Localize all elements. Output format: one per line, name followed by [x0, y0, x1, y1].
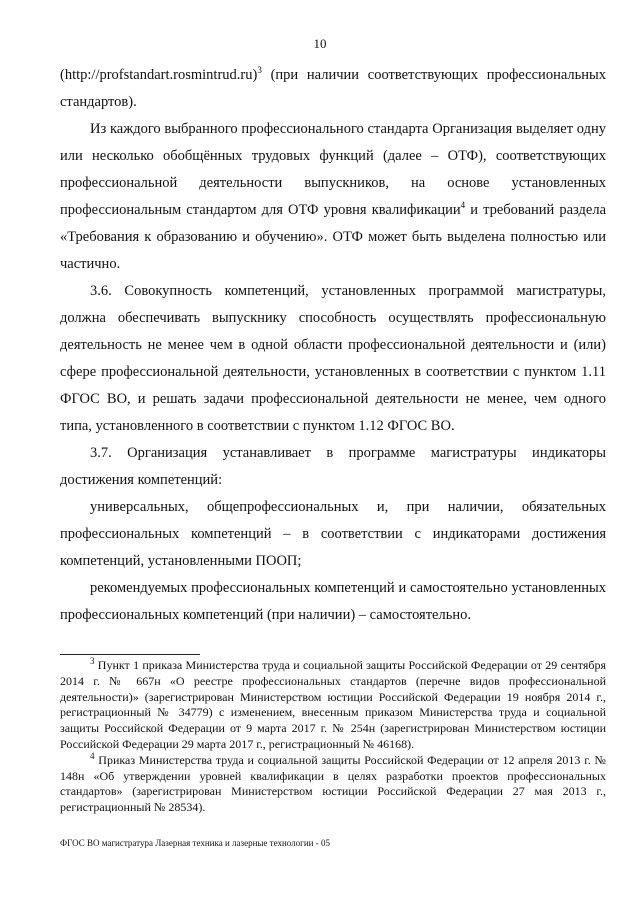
page-footer: ФГОС ВО магистратура Лазерная техника и лазерные технологии - 05: [60, 838, 330, 848]
footnote-divider: [60, 654, 200, 655]
body-text: [60, 62, 606, 629]
footnote-ref-3: 3: [257, 65, 262, 76]
footnote-text: Приказ Министерства труда и социальной защиты Российской Федерации от 12 апреля 2013 г. № 148н «Об утверждении уровней квалификации в целях разработки проектов профессиональных стандартов» (зарегистрирован Министерством юстиции Российской Федерации 27 мая 2013 г., регистрационный № 28534).: [60, 752, 606, 815]
paragraph-url-continuation: [60, 62, 606, 116]
paragraph-universal-competencies: универсальных, общепрофессиональных и, при наличии, обязательных профессиональных компетенций – в соответствии с индикаторами достижения компетенций, установленными ПООП;: [60, 499, 606, 569]
footnote-mark: 3: [90, 656, 95, 666]
paragraph-text: Из каждого выбранного профессионального стандарта Организация выделяет одну или несколько обобщённых трудовых функций (далее – ОТФ), соответствующих профессиональной деятельности выпускников, на основе установленных профессиональным стандартом для ОТФ уровня квалификации: [60, 121, 606, 218]
paragraph-3-7: 3.7. Организация устанавливает в программе магистратуры индикаторы достижения компетенций:: [60, 445, 606, 488]
page-number: 10: [313, 36, 327, 51]
paragraph-recommended-competencies: рекомендуемых профессиональных компетенций и самостоятельно установленных профессиональных компетенций (при наличии) – самостоятельно.: [60, 580, 606, 623]
paragraph-otf: [60, 116, 606, 278]
footnote-ref-4: 4: [460, 200, 466, 211]
footnote-mark: 4: [90, 750, 95, 761]
footnote-3: [60, 658, 606, 753]
paragraph-text: и требований раздела «Требования к образованию и обучению». ОТФ может быть выделена полностью или частично.: [60, 202, 607, 272]
footnote-text: Пункт 1 приказа Министерства труда и социальной защиты Российской Федерации от 29 сентября 2014 г. № 667н «О реестре профессиональных стандартов (перечне видов профессиональной деятельности)» (зарегистрирован Министерством юстиции Российской Федерации 19 ноября 2014 г., регистрационный № 34779) с изменением, внесенным приказом Министерства труда и социальной защиты Российской Федерации от 9 марта 2017 г. № 254н (зарегистрирован Министерством юстиции Российской Федерации 29 марта 2017 г., регистрационный № 46168).: [60, 658, 606, 751]
paragraph-3-6: 3.6. Совокупность компетенций, установленных программой магистратуры, должна обеспечивать выпускнику способность осуществлять профессиональную деятельность не менее чем в одной области профессиональной деятельности и (или) сфере профессиональной деятельности, установленных в соответствии с пунктом 1.11 ФГОС ВО, и решать задачи профессиональной деятельности не менее, чем одного типа, установленного в соответствии с пунктом 1.12 ФГОС ВО.: [60, 283, 606, 434]
footnote-4: [60, 750, 606, 816]
paragraph-text: (http://profstandart.rosmintrud.ru): [60, 67, 258, 83]
footnotes: [60, 658, 606, 816]
paragraph-text: (при наличии соответствующих профессиональных стандартов).: [60, 67, 606, 110]
